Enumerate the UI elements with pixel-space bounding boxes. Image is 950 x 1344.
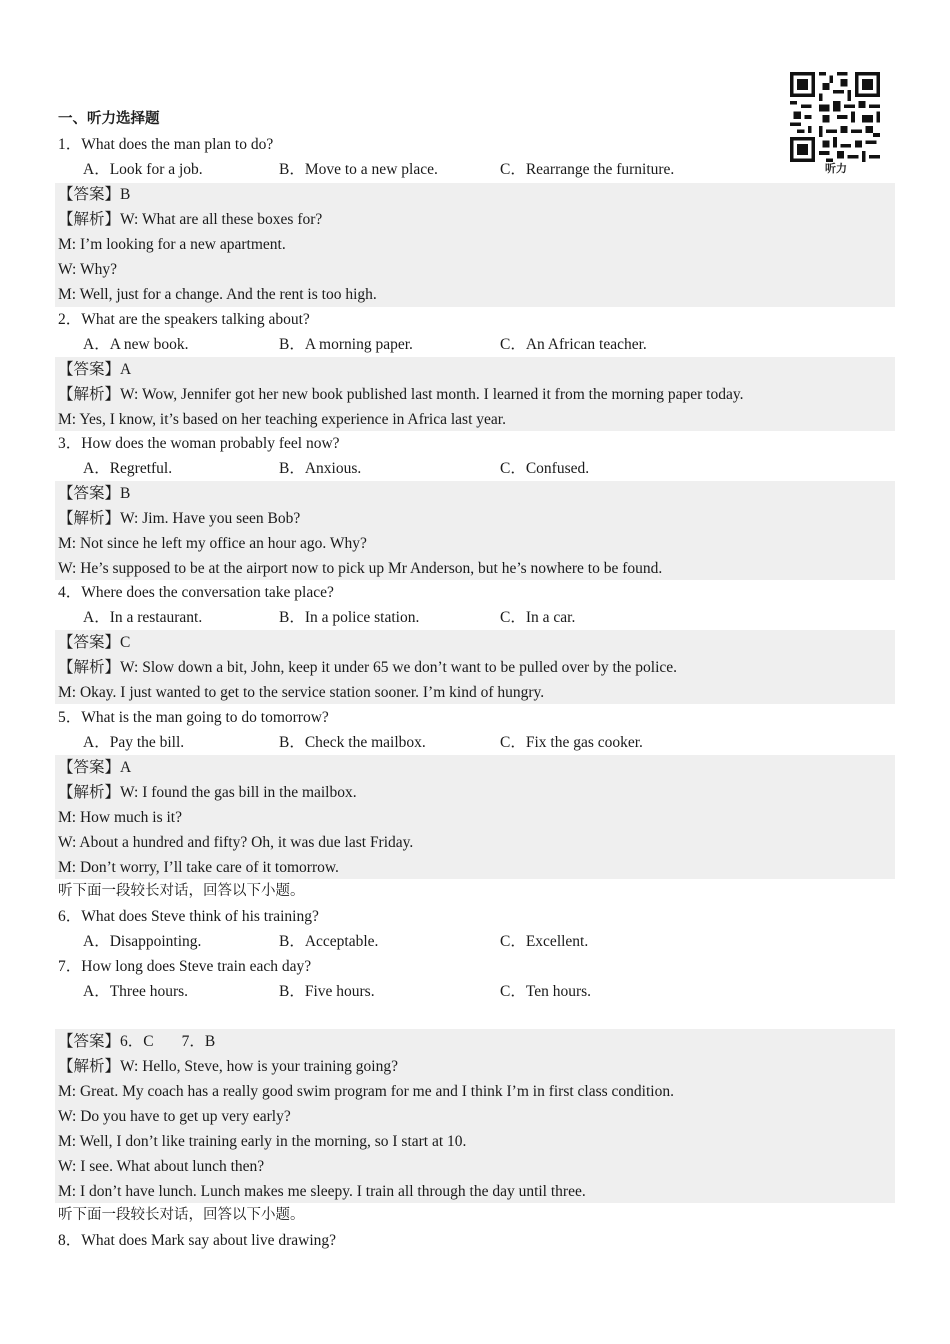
answer-6: 【答案】6．C <box>58 1033 154 1050</box>
instruction-text: 听下面一段较长对话，回答以下小题。 <box>58 883 305 899</box>
question-6-7-analysis-line: M: Well, I don’t like training early in the morning, so I start at 10. <box>58 1133 467 1150</box>
question-2-analysis-line: M: Yes, I know, it’s based on her teaching experience in Africa last year. <box>58 411 506 428</box>
question-6-7-analysis-line: W: I see. What about lunch then? <box>58 1158 265 1175</box>
instruction-text: 听下面一段较长对话，回答以下小题。 <box>58 1207 305 1223</box>
question-3-option-a: A．Regretful. <box>83 460 173 477</box>
question-8-stem: 8．What does Mark say about live drawing? <box>58 1232 337 1249</box>
question-4-analysis-line: 【解析】W: Slow down a bit, John, keep it under 65 we don’t want to be pulled over by the police. <box>58 659 678 676</box>
section-title: 一、听力选择题 <box>58 111 160 127</box>
question-6-7-analysis-line: W: Do you have to get up very early? <box>58 1108 291 1125</box>
question-3-stem: 3．How does the woman probably feel now? <box>58 435 340 452</box>
question-6-7-analysis-line: 【解析】W: Hello, Steve, how is your training going? <box>58 1058 398 1075</box>
question-2-answer: 【答案】A <box>58 361 132 378</box>
question-7-option-c: C．Ten hours. <box>500 983 592 1000</box>
question-1-analysis-line: M: I’m looking for a new apartment. <box>58 236 286 253</box>
question-5-analysis-line: 【解析】W: I found the gas bill in the mailbox. <box>58 784 357 801</box>
question-7-stem: 7．How long does Steve train each day? <box>58 958 312 975</box>
question-3-answer: 【答案】B <box>58 485 131 502</box>
question-5-analysis-line: M: How much is it? <box>58 809 182 826</box>
question-5-option-a: A．Pay the bill. <box>83 734 185 751</box>
question-2-analysis-line: 【解析】W: Wow, Jennifer got her new book published last month. I learned it from the morning paper today. <box>58 386 744 403</box>
question-6-option-c: C．Excellent. <box>500 933 589 950</box>
question-4-answer: 【答案】C <box>58 634 131 651</box>
question-1-option-a: A．Look for a job. <box>83 161 203 178</box>
question-3-analysis-line: W: He’s supposed to be at the airport now to pick up Mr Anderson, but he’s nowhere to be found. <box>58 560 663 577</box>
question-4-stem: 4．Where does the conversation take place? <box>58 584 334 601</box>
question-2-stem: 2．What are the speakers talking about? <box>58 311 310 328</box>
question-1-analysis-line: W: Why? <box>58 261 117 278</box>
question-3-analysis-line: M: Not since he left my office an hour ago. Why? <box>58 535 367 552</box>
question-6-7-answer <box>58 1029 215 1054</box>
qr-label: 听力 <box>825 162 847 175</box>
question-4-option-c: C．In a car. <box>500 609 576 626</box>
question-4-analysis-line: M: Okay. I just wanted to get to the service station sooner. I’m kind of hungry. <box>58 684 545 701</box>
question-5-answer: 【答案】A <box>58 759 132 776</box>
question-5-analysis-line: W: About a hundred and fifty? Oh, it was due last Friday. <box>58 834 414 851</box>
question-1-analysis-line: M: Well, just for a change. And the rent is too high. <box>58 286 377 303</box>
question-5-option-c: C．Fix the gas cooker. <box>500 734 643 751</box>
question-2-option-a: A．A new book. <box>83 336 189 353</box>
question-3-option-c: C．Confused. <box>500 460 590 477</box>
question-6-7-analysis-line: M: I don’t have lunch. Lunch makes me sleepy. I train all through the day until three. <box>58 1183 586 1200</box>
question-6-stem: 6．What does Steve think of his training? <box>58 908 319 925</box>
question-7-option-b: B．Five hours. <box>279 983 375 1000</box>
question-3-analysis-line: 【解析】W: Jim. Have you seen Bob? <box>58 510 301 527</box>
question-1-option-b: B．Move to a new place. <box>279 161 438 178</box>
question-2-option-b: B．A morning paper. <box>279 336 413 353</box>
question-4-option-b: B．In a police station. <box>279 609 420 626</box>
question-1-answer: 【答案】B <box>58 186 131 203</box>
qr-code-icon <box>790 72 880 162</box>
question-7-option-a: A．Three hours. <box>83 983 189 1000</box>
question-5-analysis-line: M: Don’t worry, I’ll take care of it tomorrow. <box>58 859 339 876</box>
question-5-option-b: B．Check the mailbox. <box>279 734 426 751</box>
question-1-analysis-line: 【解析】W: What are all these boxes for? <box>58 211 323 228</box>
question-3-option-b: B．Anxious. <box>279 460 362 477</box>
question-2-option-c: C．An African teacher. <box>500 336 647 353</box>
question-1-option-c: C．Rearrange the furniture. <box>500 161 675 178</box>
question-1-stem: 1．What does the man plan to do? <box>58 136 274 153</box>
question-6-option-a: A．Disappointing. <box>83 933 202 950</box>
question-6-option-b: B．Acceptable. <box>279 933 379 950</box>
question-4-option-a: A．In a restaurant. <box>83 609 203 626</box>
question-5-stem: 5．What is the man going to do tomorrow? <box>58 709 329 726</box>
answer-7: 7．B <box>181 1033 216 1050</box>
question-6-7-analysis-line: M: Great. My coach has a really good swim program for me and I think I’m in first class condition. <box>58 1083 674 1100</box>
